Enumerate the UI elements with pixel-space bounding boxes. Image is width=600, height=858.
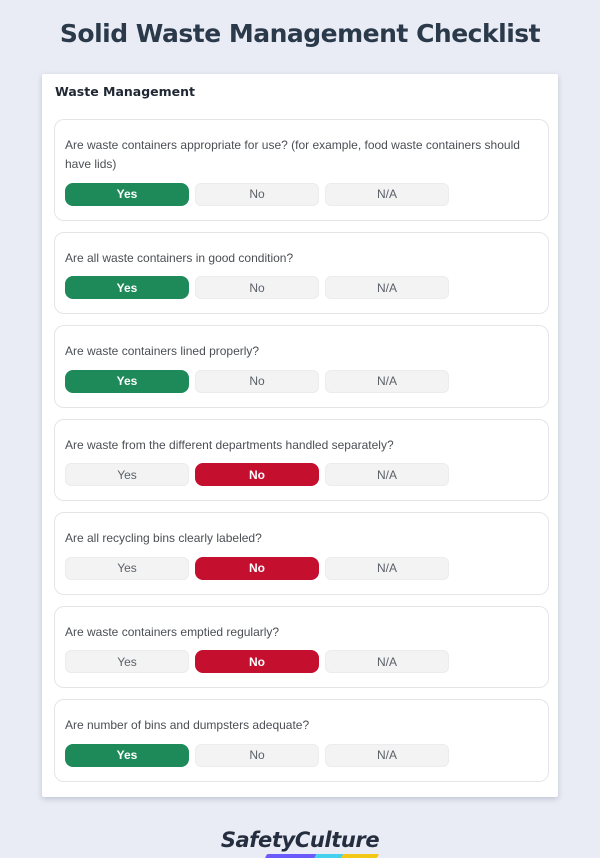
question-card	[54, 232, 549, 314]
options-row	[65, 744, 534, 767]
question-text: Are waste containers appropriate for use? (for example, food waste containers should have lids)	[65, 138, 520, 172]
page-title: Solid Waste Management Checklist	[59, 19, 541, 48]
option-na-button[interactable]: N/A	[325, 650, 449, 673]
option-yes-button[interactable]: Yes	[65, 276, 189, 299]
options-row	[65, 650, 534, 673]
options-row	[65, 183, 534, 206]
option-yes-button[interactable]: Yes	[65, 183, 189, 206]
option-yes-button[interactable]: Yes	[65, 370, 189, 393]
question-text: Are waste containers emptied regularly?	[65, 624, 280, 639]
question-text: Are all recycling bins clearly labeled?	[65, 531, 262, 546]
option-yes-button[interactable]: Yes	[65, 557, 189, 580]
question-text: Are all waste containers in good condition?	[65, 250, 294, 265]
option-no-button[interactable]: No	[195, 370, 319, 393]
options-row	[65, 463, 534, 486]
question-text: Are waste containers lined properly?	[65, 344, 260, 359]
options-row	[65, 557, 534, 580]
question-card	[54, 419, 549, 501]
question-card	[54, 606, 549, 688]
option-no-button[interactable]: No	[195, 650, 319, 673]
question-card	[54, 512, 549, 594]
question-card	[54, 119, 549, 221]
checklist-card	[42, 74, 558, 797]
option-yes-button[interactable]: Yes	[65, 744, 189, 767]
option-na-button[interactable]: N/A	[325, 744, 449, 767]
section-title: Waste Management	[55, 84, 196, 99]
question-card	[54, 699, 549, 781]
option-no-button[interactable]: No	[195, 557, 319, 580]
options-row	[65, 276, 534, 299]
option-na-button[interactable]: N/A	[325, 370, 449, 393]
question-list	[54, 119, 549, 782]
question-card	[54, 325, 549, 407]
logo-text-safety: Safety	[220, 827, 295, 852]
question-text: Are number of bins and dumpsters adequate?	[65, 718, 310, 733]
option-yes-button[interactable]: Yes	[65, 463, 189, 486]
option-no-button[interactable]: No	[195, 463, 319, 486]
option-na-button[interactable]: N/A	[325, 557, 449, 580]
option-no-button[interactable]: No	[195, 276, 319, 299]
option-yes-button[interactable]: Yes	[65, 650, 189, 673]
option-no-button[interactable]: No	[195, 744, 319, 767]
logo-text-culture: Culture	[294, 827, 380, 852]
option-na-button[interactable]: N/A	[325, 183, 449, 206]
option-no-button[interactable]: No	[195, 183, 319, 206]
logo-underline-bar	[265, 854, 379, 858]
footer	[0, 828, 600, 858]
options-row	[65, 370, 534, 393]
question-text: Are waste from the different departments handled separately?	[65, 437, 394, 452]
safetyculture-logo[interactable]	[221, 828, 379, 858]
option-na-button[interactable]: N/A	[325, 276, 449, 299]
option-na-button[interactable]: N/A	[325, 463, 449, 486]
